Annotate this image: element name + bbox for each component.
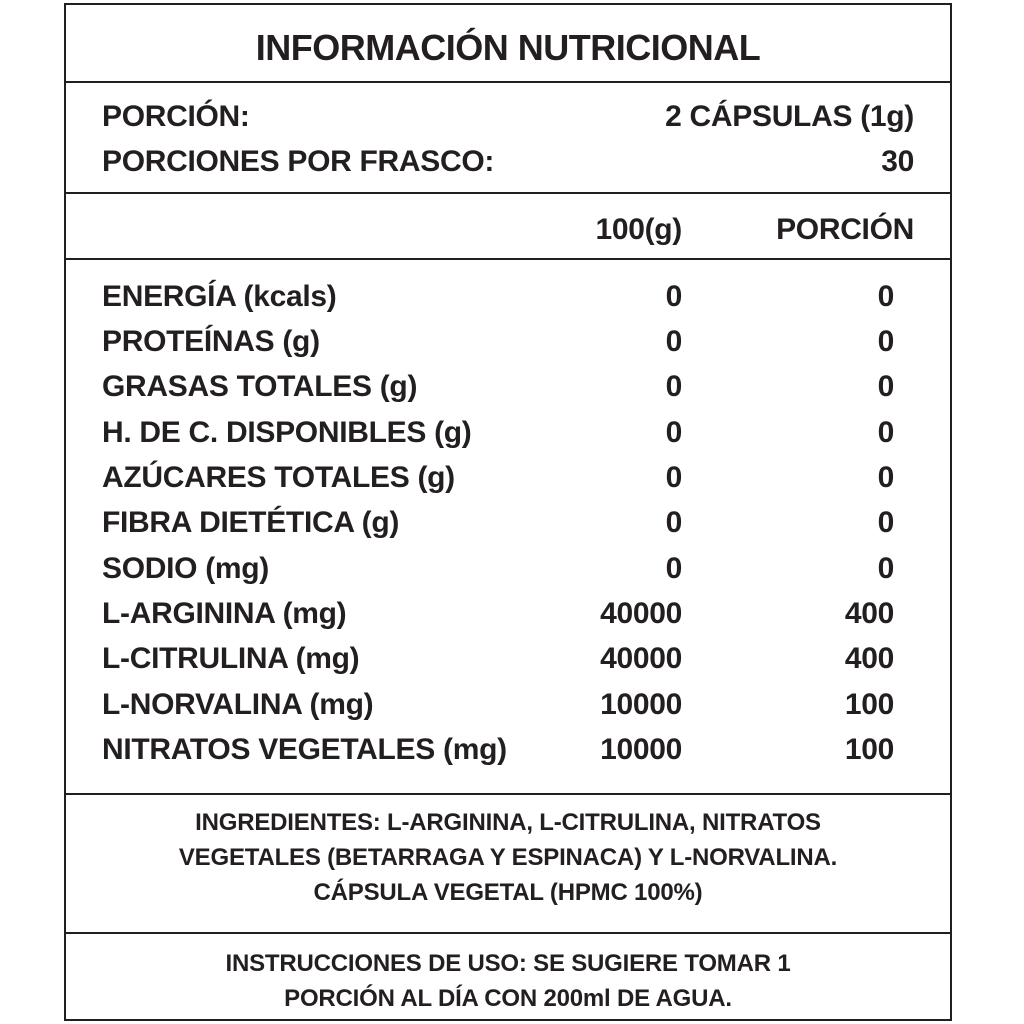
nutrient-portion: 400 <box>844 597 894 630</box>
nutrient-portion: 400 <box>844 642 894 675</box>
divider <box>66 81 950 83</box>
nutrient-per100: 40000 <box>600 597 682 630</box>
divider <box>66 932 950 934</box>
nutrient-portion: 100 <box>844 733 894 766</box>
instructions-line: PORCIÓN AL DÍA CON 200ml DE AGUA. <box>284 985 732 1012</box>
nutrient-per100: 0 <box>665 370 682 403</box>
nutrient-name: NITRATOS VEGETALES (mg) <box>102 733 507 766</box>
nutrient-name: L-ARGININA (mg) <box>102 597 347 630</box>
divider <box>66 793 950 795</box>
nutrient-per100: 0 <box>665 280 682 313</box>
column-header-per100: 100(g) <box>595 213 682 246</box>
portion-label: PORCIÓN: <box>102 100 250 133</box>
nutrient-name: GRASAS TOTALES (g) <box>102 370 418 403</box>
nutrient-per100: 0 <box>665 461 682 494</box>
nutrient-name: ENERGÍA (kcals) <box>102 280 337 313</box>
divider <box>66 258 950 260</box>
nutrient-per100: 40000 <box>600 642 682 675</box>
nutrient-name: H. DE C. DISPONIBLES (g) <box>102 416 472 449</box>
divider <box>66 192 950 194</box>
nutrient-portion: 0 <box>877 325 894 358</box>
nutrient-per100: 0 <box>665 552 682 585</box>
nutrient-name: PROTEÍNAS (g) <box>102 325 320 358</box>
nutrient-portion: 0 <box>877 552 894 585</box>
nutrient-portion: 0 <box>877 280 894 313</box>
ingredients-line: INGREDIENTES: L-ARGININA, L-CITRULINA, NITRATOS <box>195 809 821 836</box>
portion-value: 2 CÁPSULAS (1g) <box>665 100 914 133</box>
nutrient-per100: 0 <box>665 506 682 539</box>
servings-per-container-label: PORCIONES POR FRASCO: <box>102 145 495 178</box>
servings-per-container-value: 30 <box>881 145 914 178</box>
instructions-line: INSTRUCCIONES DE USO: SE SUGIERE TOMAR 1 <box>225 950 791 977</box>
ingredients-line: CÁPSULA VEGETAL (HPMC 100%) <box>313 879 703 906</box>
nutrient-portion: 100 <box>844 688 894 721</box>
label-title: INFORMACIÓN NUTRICIONAL <box>255 27 761 68</box>
nutrition-label <box>64 3 952 1021</box>
nutrient-per100: 0 <box>665 325 682 358</box>
nutrient-per100: 10000 <box>600 733 682 766</box>
nutrient-portion: 0 <box>877 506 894 539</box>
nutrient-portion: 0 <box>877 370 894 403</box>
nutrient-name: AZÚCARES TOTALES (g) <box>102 461 455 494</box>
column-header-portion: PORCIÓN <box>776 213 914 246</box>
nutrient-per100: 10000 <box>600 688 682 721</box>
nutrient-per100: 0 <box>665 416 682 449</box>
instructions-text <box>66 946 950 1016</box>
nutrient-name: L-CITRULINA (mg) <box>102 642 360 675</box>
ingredients-text <box>66 805 950 910</box>
nutrient-name: L-NORVALINA (mg) <box>102 688 374 721</box>
nutrient-portion: 0 <box>877 461 894 494</box>
nutrient-name: FIBRA DIETÉTICA (g) <box>102 506 400 539</box>
nutrient-portion: 0 <box>877 416 894 449</box>
nutrient-name: SODIO (mg) <box>102 552 269 585</box>
ingredients-line: VEGETALES (BETARRAGA Y ESPINACA) Y L-NORVALINA. <box>178 844 838 871</box>
